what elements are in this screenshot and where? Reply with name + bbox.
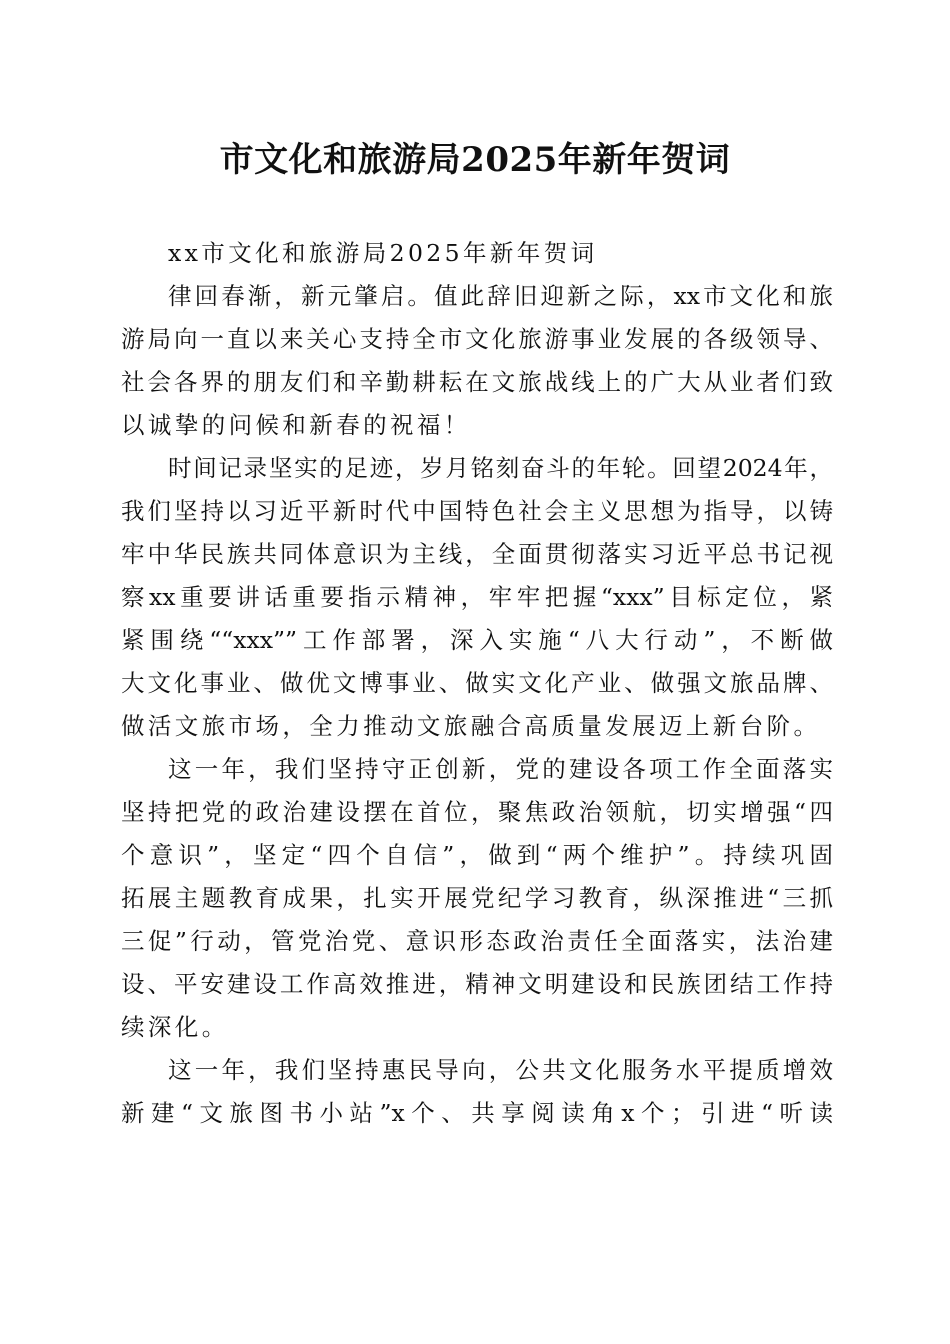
paragraph-line: 察xx重要讲话重要指示精神，牢牢把握“xxx”目标定位，紧 — [121, 583, 833, 611]
paragraph-line: 游局向一直以来关心支持全市文化旅游事业发展的各级领导、 — [121, 325, 833, 353]
paragraph-line: 续深化。 — [121, 1013, 229, 1041]
paragraph-line: 设、平安建设工作高效推进，精神文明建设和民族团结工作持 — [121, 970, 833, 998]
document-title: 市文化和旅游局2025年新年贺词 — [219, 140, 731, 180]
paragraph-line: 社会各界的朋友们和辛勤耕耘在文旅战线上的广大从业者们致 — [121, 368, 833, 396]
paragraph-line: 做活文旅市场，全力推动文旅融合高质量发展迈上新台阶。 — [121, 712, 821, 740]
paragraph-line: 大文化事业、做优文博事业、做实文化产业、做强文旅品牌、 — [121, 669, 833, 697]
paragraph-line: 这一年，我们坚持守正创新，党的建设各项工作全面落实 — [168, 755, 833, 783]
paragraph-line: 拓展主题教育成果，扎实开展党纪学习教育，纵深推进“三抓 — [121, 884, 833, 912]
paragraph-line: 以诚挚的问候和新春的祝福！ — [121, 411, 471, 439]
paragraph-line: 我们坚持以习近平新时代中国特色社会主义思想为指导，以铸 — [121, 497, 833, 525]
paragraph-line: xx市文化和旅游局2025年新年贺词 — [168, 239, 598, 267]
paragraph-line: 紧围绕““xxx””工作部署，深入实施“八大行动”，不断做 — [121, 626, 833, 654]
paragraph-line: 坚持把党的政治建设摆在首位，聚焦政治领航，切实增强“四 — [121, 798, 833, 826]
paragraph-line: 三促”行动，管党治党、意识形态政治责任全面落实，法治建 — [121, 927, 833, 955]
paragraph-line: 律回春渐，新元肇启。值此辞旧迎新之际，xx市文化和旅 — [168, 282, 833, 310]
paragraph-line: 新建“文旅图书小站”x个、共享阅读角x个；引进“听读 — [121, 1099, 833, 1127]
paragraph-line: 牢中华民族共同体意识为主线，全面贯彻落实习近平总书记视 — [121, 540, 833, 568]
paragraph-line: 时间记录坚实的足迹，岁月铭刻奋斗的年轮。回望2024年， — [168, 454, 833, 482]
paragraph-line: 个意识”，坚定“四个自信”，做到“两个维护”。持续巩固 — [121, 841, 833, 869]
paragraph-line: 这一年，我们坚持惠民导向，公共文化服务水平提质增效 — [168, 1056, 833, 1084]
document-body — [121, 232, 833, 1135]
